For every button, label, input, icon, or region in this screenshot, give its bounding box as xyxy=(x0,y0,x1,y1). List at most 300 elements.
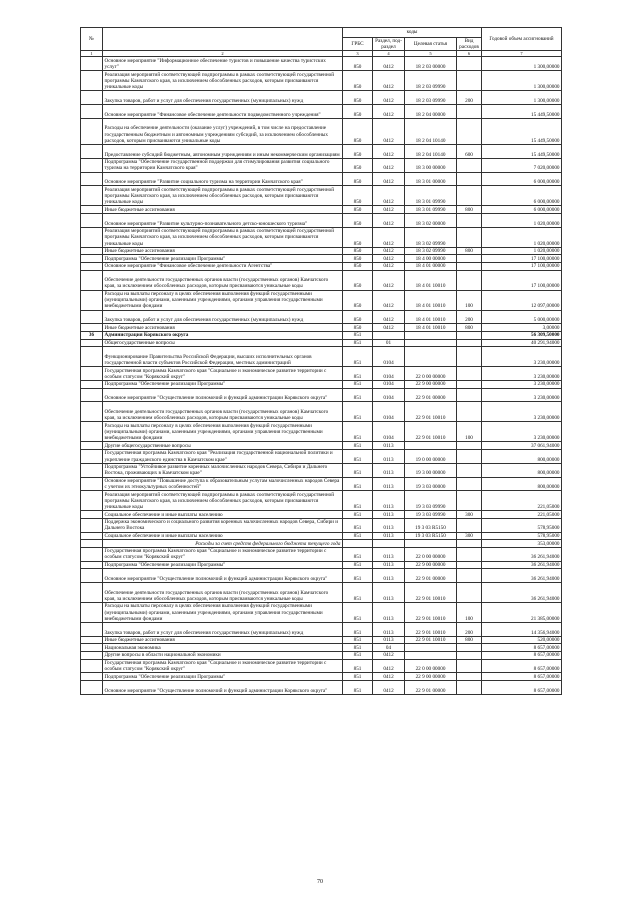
row-target-article: 22 9 01 10010 xyxy=(405,636,457,644)
table-row xyxy=(81,540,562,548)
row-target-article: 22 9 01 00000 xyxy=(405,681,457,695)
row-sum: 8 657,00000 xyxy=(482,659,562,673)
row-expense-type: 200 xyxy=(457,91,482,105)
row-name: Другие вопросы в области национальной экономики xyxy=(103,652,343,660)
row-expense-type xyxy=(457,673,482,681)
row-number xyxy=(81,227,103,247)
row-name: Обеспечение деятельности государственных органов власти (государственных органов) Камчатского края, за исключением обособленных расходов, которым присваиваются уникальные коды xyxy=(103,402,343,422)
table-row xyxy=(81,673,562,681)
row-name: Другие общегосударственные вопросы xyxy=(103,442,343,450)
row-expense-type xyxy=(457,652,482,660)
row-name: Предоставление субсидий бюджетным, автономным учреждениям и иным некоммерческим организациям xyxy=(103,144,343,158)
row-grbs: 850 xyxy=(343,144,373,158)
row-name: Иные бюджетные ассигнования xyxy=(103,636,343,644)
row-grbs xyxy=(343,540,373,548)
row-sum: 15 449,50000 xyxy=(482,118,562,144)
row-expense-type: 200 xyxy=(457,623,482,637)
row-sum: 8 657,00000 xyxy=(482,652,562,660)
table-row xyxy=(81,227,562,247)
row-name: Расходы на выплаты персоналу в целях обеспечения выполнения функций государственными (муниципальными) органами, казенными учреждениями, органами управления государственными внебюджетными фондами xyxy=(103,290,343,310)
row-razdel: 0412 xyxy=(373,673,405,681)
row-sum: 3,00000 xyxy=(482,324,562,332)
row-name: Иные бюджетные ассигнования xyxy=(103,206,343,214)
row-sum: 6 000,00000 xyxy=(482,186,562,206)
row-razdel: 0412 xyxy=(373,71,405,91)
row-target-article: 18 4 01 10010 xyxy=(405,290,457,310)
row-name: Подпрограмма "Обеспечение реализации Программы" xyxy=(103,255,343,263)
column-index: 4 xyxy=(373,51,405,57)
row-razdel: 0412 xyxy=(373,57,405,71)
row-expense-type xyxy=(457,518,482,532)
row-number xyxy=(81,206,103,214)
row-expense-type xyxy=(457,449,482,463)
table-row xyxy=(81,206,562,214)
row-number xyxy=(81,367,103,381)
row-expense-type xyxy=(457,547,482,561)
row-expense-type xyxy=(457,71,482,91)
row-target-article xyxy=(405,442,457,450)
row-expense-type xyxy=(457,331,482,339)
table-row xyxy=(81,442,562,450)
row-expense-type xyxy=(457,213,482,227)
row-grbs: 850 xyxy=(343,262,373,270)
row-grbs: 851 xyxy=(343,477,373,491)
row-name: Общегосударственные вопросы xyxy=(103,339,343,347)
column-index: 7 xyxy=(482,51,562,57)
row-number xyxy=(81,652,103,660)
row-number xyxy=(81,118,103,144)
row-name: Основное мероприятие "Осуществление полномочий и функций администрации Корякского округа" xyxy=(103,569,343,583)
row-grbs: 850 xyxy=(343,206,373,214)
table-row xyxy=(81,569,562,583)
row-target-article: 18 3 01 09990 xyxy=(405,186,457,206)
row-number xyxy=(81,380,103,388)
row-number xyxy=(81,477,103,491)
row-grbs: 851 xyxy=(343,367,373,381)
row-target-article: 22 9 01 10010 xyxy=(405,623,457,637)
table-row xyxy=(81,186,562,206)
row-target-article: 18 4 00 00000 xyxy=(405,255,457,263)
table-row xyxy=(81,603,562,623)
table-row xyxy=(81,652,562,660)
row-expense-type xyxy=(457,491,482,511)
row-sum: 40 291,94000 xyxy=(482,339,562,347)
row-expense-type xyxy=(457,105,482,119)
row-expense-type xyxy=(457,270,482,290)
row-expense-type xyxy=(457,227,482,247)
row-sum: 21 385,00000 xyxy=(482,603,562,623)
header-vr: Вид расходов xyxy=(457,38,482,51)
header-razdel: Раздел, под-раздел xyxy=(373,38,405,51)
row-expense-type xyxy=(457,367,482,381)
row-target-article: 22 9 01 00000 xyxy=(405,388,457,402)
row-target-article: 18 3 01 00000 xyxy=(405,172,457,186)
row-grbs: 851 xyxy=(343,623,373,637)
table-row xyxy=(81,144,562,158)
row-target-article: 22 0 00 00000 xyxy=(405,659,457,673)
row-grbs: 851 xyxy=(343,603,373,623)
row-grbs: 851 xyxy=(343,532,373,540)
row-number xyxy=(81,347,103,367)
row-grbs: 851 xyxy=(343,380,373,388)
row-razdel: 0412 xyxy=(373,247,405,255)
header-grbs: ГРБС xyxy=(343,38,373,51)
row-target-article: 18 2 04 00000 xyxy=(405,105,457,119)
row-target-article: 22 0 00 00000 xyxy=(405,367,457,381)
row-sum: 36 261,94000 xyxy=(482,561,562,569)
table-row xyxy=(81,463,562,477)
row-razdel: 04 xyxy=(373,644,405,652)
row-target-article: 18 3 00 00000 xyxy=(405,158,457,172)
row-target-article xyxy=(405,644,457,652)
row-sum: 5 000,00000 xyxy=(482,310,562,324)
row-number xyxy=(81,262,103,270)
row-target-article: 18 3 02 09990 xyxy=(405,247,457,255)
row-razdel: 0412 xyxy=(373,270,405,290)
row-razdel: 0412 xyxy=(373,213,405,227)
table-row xyxy=(81,118,562,144)
row-number xyxy=(81,681,103,695)
row-expense-type: 600 xyxy=(457,144,482,158)
row-expense-type: 200 xyxy=(457,310,482,324)
row-number xyxy=(81,71,103,91)
row-number xyxy=(81,569,103,583)
table-row xyxy=(81,659,562,673)
table-row xyxy=(81,310,562,324)
row-name: Основное мероприятие "Информационное обеспечение туристов и повышение качества туристских услуг" xyxy=(103,57,343,71)
row-grbs: 850 xyxy=(343,105,373,119)
row-number xyxy=(81,561,103,569)
table-row xyxy=(81,449,562,463)
table-row xyxy=(81,636,562,644)
row-razdel: 0113 xyxy=(373,463,405,477)
row-grbs: 851 xyxy=(343,402,373,422)
row-razdel: 0113 xyxy=(373,623,405,637)
row-name: Основное мероприятие "Развитие социального туризма на территории Камчатского края" xyxy=(103,172,343,186)
row-sum: 8 657,00000 xyxy=(482,673,562,681)
row-razdel: 0412 xyxy=(373,262,405,270)
header-codes: коды xyxy=(343,28,482,38)
row-grbs: 851 xyxy=(343,644,373,652)
row-number xyxy=(81,491,103,511)
table-row xyxy=(81,57,562,71)
row-razdel: 0412 xyxy=(373,227,405,247)
row-target-article: 18 2 04 10140 xyxy=(405,144,457,158)
row-target-article: 22 9 00 00000 xyxy=(405,380,457,388)
row-expense-type xyxy=(457,158,482,172)
row-target-article: 19 3 03 09990 xyxy=(405,511,457,519)
row-number xyxy=(81,540,103,548)
row-razdel: 0113 xyxy=(373,636,405,644)
row-sum: 1 300,00000 xyxy=(482,57,562,71)
header-no: № xyxy=(81,28,103,51)
row-name: Поддержка экономического и социального развития коренных малочисленных народов Севера, Сибири и Дальнего Востока xyxy=(103,518,343,532)
row-name: Национальная экономика xyxy=(103,644,343,652)
row-grbs: 851 xyxy=(343,347,373,367)
row-razdel: 0412 xyxy=(373,324,405,332)
row-target-article: 18 4 01 00000 xyxy=(405,262,457,270)
table-row xyxy=(81,270,562,290)
row-name: Государственная программа Камчатского края "Социальное и экономическое развитие территории с особым статусом "Корякский округ" xyxy=(103,367,343,381)
row-expense-type xyxy=(457,477,482,491)
row-grbs: 851 xyxy=(343,442,373,450)
row-expense-type xyxy=(457,339,482,347)
row-expense-type xyxy=(457,659,482,673)
row-grbs: 851 xyxy=(343,331,373,339)
row-grbs: 851 xyxy=(343,583,373,603)
row-target-article: 22 9 01 10010 xyxy=(405,583,457,603)
row-number: 36 xyxy=(81,331,103,339)
row-name: Иные бюджетные ассигнования xyxy=(103,247,343,255)
table-row xyxy=(81,255,562,263)
row-target-article: 18 3 02 00000 xyxy=(405,213,457,227)
row-number xyxy=(81,442,103,450)
row-target-article: 22 9 00 00000 xyxy=(405,561,457,569)
row-number xyxy=(81,673,103,681)
row-target-article: 18 2 03 00000 xyxy=(405,57,457,71)
row-grbs: 851 xyxy=(343,511,373,519)
row-sum: 3 230,00000 xyxy=(482,388,562,402)
row-name: Функционирование Правительства Российской Федерации, высших исполнительных органов государственной власти субъектов Российской Федерации, местных администраций xyxy=(103,347,343,367)
row-grbs: 851 xyxy=(343,422,373,442)
row-target-article: 19 3 00 00000 xyxy=(405,463,457,477)
row-number xyxy=(81,105,103,119)
row-razdel: 0412 xyxy=(373,290,405,310)
row-number xyxy=(81,402,103,422)
row-target-article: 19 3 03 R5150 xyxy=(405,532,457,540)
row-name: Реализация мероприятий соответствующей подпрограммы в рамках соответствующей государственной программы Камчатского края, за исключением обособленных расходов, которым присваиваются уникальные коды xyxy=(103,227,343,247)
row-target-article: 22 9 00 00000 xyxy=(405,673,457,681)
row-sum: 17 100,00000 xyxy=(482,262,562,270)
row-expense-type xyxy=(457,442,482,450)
row-expense-type xyxy=(457,255,482,263)
row-target-article xyxy=(405,339,457,347)
row-grbs: 851 xyxy=(343,659,373,673)
row-expense-type: 800 xyxy=(457,636,482,644)
row-name: Основное мероприятие "Осуществление полномочий и функций администрации Корякского округа" xyxy=(103,388,343,402)
page-number: 70 xyxy=(317,879,323,885)
row-name: Социальное обеспечение и иные выплаты населению xyxy=(103,511,343,519)
row-name: Подпрограмма "Обеспечение реализации Программы" xyxy=(103,673,343,681)
row-grbs: 851 xyxy=(343,518,373,532)
row-name: Расходы на выплаты персоналу в целях обеспечения выполнения функций государственными (муниципальными) органами, казенными учреждениями, органами управления государственными внебюджетными фондами xyxy=(103,603,343,623)
row-sum: 6 000,00000 xyxy=(482,206,562,214)
row-grbs: 851 xyxy=(343,673,373,681)
header-name xyxy=(103,28,343,51)
row-grbs: 850 xyxy=(343,172,373,186)
row-expense-type xyxy=(457,540,482,548)
row-target-article: 19 3 03 R5150 xyxy=(405,518,457,532)
row-sum: 1 020,00000 xyxy=(482,227,562,247)
row-razdel: 0104 xyxy=(373,367,405,381)
row-target-article: 18 2 03 09990 xyxy=(405,91,457,105)
row-expense-type: 300 xyxy=(457,511,482,519)
row-grbs: 850 xyxy=(343,71,373,91)
row-razdel: 0412 xyxy=(373,144,405,158)
row-grbs: 850 xyxy=(343,213,373,227)
row-number xyxy=(81,290,103,310)
table-row xyxy=(81,491,562,511)
row-name: Подпрограмма "Устойчивое развитие коренных малочисленных народов Севера, Сибири и Дальнего Востока, проживающих в Камчатском крае" xyxy=(103,463,343,477)
table-row xyxy=(81,547,562,561)
table-row xyxy=(81,324,562,332)
row-razdel: 0104 xyxy=(373,388,405,402)
table-row xyxy=(81,583,562,603)
row-name: Государственная программа Камчатского края "Социальное и экономическое развитие территории с особым статусом "Корякский округ" xyxy=(103,547,343,561)
row-sum: 800,00000 xyxy=(482,477,562,491)
table-row xyxy=(81,290,562,310)
table-row xyxy=(81,247,562,255)
row-sum: 15 449,50000 xyxy=(482,105,562,119)
table-body xyxy=(81,57,562,694)
row-expense-type: 800 xyxy=(457,247,482,255)
header-cs: Целевая статья xyxy=(405,38,457,51)
row-expense-type: 800 xyxy=(457,206,482,214)
row-grbs: 851 xyxy=(343,636,373,644)
row-number xyxy=(81,636,103,644)
row-sum: 12 097,00000 xyxy=(482,290,562,310)
row-expense-type xyxy=(457,402,482,422)
row-name: Основное мероприятие "Финансовое обеспечение деятельности подведомственного учреждения" xyxy=(103,105,343,119)
column-index: 2 xyxy=(103,51,343,57)
row-sum: 1 020,00000 xyxy=(482,247,562,255)
row-razdel: 0412 xyxy=(373,255,405,263)
row-razdel: 0113 xyxy=(373,603,405,623)
row-razdel: 0412 xyxy=(373,186,405,206)
row-number xyxy=(81,463,103,477)
row-expense-type xyxy=(457,380,482,388)
row-grbs: 850 xyxy=(343,247,373,255)
row-expense-type: 100 xyxy=(457,422,482,442)
row-number xyxy=(81,644,103,652)
table-row xyxy=(81,518,562,532)
row-expense-type xyxy=(457,186,482,206)
row-grbs: 850 xyxy=(343,324,373,332)
row-name: Государственная программа Камчатского края "Социальное и экономическое развитие территории с особым статусом "Корякский округ" xyxy=(103,659,343,673)
document-page xyxy=(80,27,561,695)
row-expense-type xyxy=(457,644,482,652)
row-number xyxy=(81,270,103,290)
row-grbs: 850 xyxy=(343,118,373,144)
row-name: Реализация мероприятий соответствующей подпрограммы в рамках соответствующей государственной программы Камчатского края, за исключением обособленных расходов, которым присваиваются уникальные коды xyxy=(103,186,343,206)
row-sum: 221,05000 xyxy=(482,511,562,519)
table-row xyxy=(81,388,562,402)
row-grbs: 850 xyxy=(343,57,373,71)
header-sum: Годовой объем ассигнований xyxy=(482,28,562,51)
column-index: 5 xyxy=(405,51,457,57)
table-row xyxy=(81,402,562,422)
row-number xyxy=(81,518,103,532)
row-razdel: 0113 xyxy=(373,532,405,540)
row-number xyxy=(81,172,103,186)
row-razdel: 0104 xyxy=(373,402,405,422)
table-row xyxy=(81,347,562,367)
table-row xyxy=(81,561,562,569)
row-sum: 8 657,00000 xyxy=(482,681,562,695)
table-row xyxy=(81,623,562,637)
row-razdel: 0113 xyxy=(373,561,405,569)
row-sum: 1 300,00000 xyxy=(482,91,562,105)
row-razdel: 0113 xyxy=(373,547,405,561)
row-number xyxy=(81,324,103,332)
row-razdel: 0104 xyxy=(373,347,405,367)
row-sum: 520,00000 xyxy=(482,636,562,644)
row-number xyxy=(81,144,103,158)
row-number xyxy=(81,186,103,206)
column-index: 1 xyxy=(81,51,103,57)
table-row xyxy=(81,681,562,695)
row-grbs: 851 xyxy=(343,491,373,511)
table-row xyxy=(81,331,562,339)
row-number xyxy=(81,57,103,71)
row-sum: 15 449,50000 xyxy=(482,144,562,158)
row-razdel: 0113 xyxy=(373,449,405,463)
row-sum: 8 657,00000 xyxy=(482,644,562,652)
row-expense-type xyxy=(457,463,482,477)
row-grbs: 851 xyxy=(343,463,373,477)
row-razdel xyxy=(373,331,405,339)
row-sum: 14 356,94000 xyxy=(482,623,562,637)
row-grbs: 850 xyxy=(343,227,373,247)
row-expense-type xyxy=(457,583,482,603)
row-expense-type xyxy=(457,118,482,144)
row-expense-type xyxy=(457,561,482,569)
row-razdel: 0104 xyxy=(373,422,405,442)
row-target-article: 19 3 03 00000 xyxy=(405,477,457,491)
row-razdel: 01 xyxy=(373,339,405,347)
row-name: Расходы за счет средств федерального бюджета текущего года xyxy=(103,540,343,548)
row-target-article: 19 0 00 00000 xyxy=(405,449,457,463)
row-name: Подпрограмма "Обеспечение государственной поддержки для стимулирования развития социального туризма на территории Камчатского края" xyxy=(103,158,343,172)
row-target-article: 22 9 01 10010 xyxy=(405,402,457,422)
row-sum: 17 100,00000 xyxy=(482,255,562,263)
row-sum: 3 230,00000 xyxy=(482,402,562,422)
row-sum: 800,00000 xyxy=(482,449,562,463)
row-number xyxy=(81,91,103,105)
row-grbs: 851 xyxy=(343,547,373,561)
table-row xyxy=(81,213,562,227)
row-number xyxy=(81,449,103,463)
row-razdel: 0113 xyxy=(373,511,405,519)
row-sum: 17 100,00000 xyxy=(482,270,562,290)
row-grbs: 851 xyxy=(343,561,373,569)
table-row xyxy=(81,262,562,270)
row-number xyxy=(81,547,103,561)
row-number xyxy=(81,603,103,623)
row-razdel: 0104 xyxy=(373,380,405,388)
table-row xyxy=(81,532,562,540)
row-number xyxy=(81,255,103,263)
row-sum: 578,95000 xyxy=(482,532,562,540)
row-number xyxy=(81,532,103,540)
row-expense-type: 100 xyxy=(457,603,482,623)
row-grbs: 850 xyxy=(343,270,373,290)
row-grbs: 850 xyxy=(343,91,373,105)
row-target-article: 18 4 01 10010 xyxy=(405,324,457,332)
row-grbs: 851 xyxy=(343,388,373,402)
table-row xyxy=(81,158,562,172)
budget-table xyxy=(80,27,562,695)
row-sum: 7 020,00000 xyxy=(482,158,562,172)
row-razdel: 0412 xyxy=(373,206,405,214)
table-row xyxy=(81,644,562,652)
table-row xyxy=(81,422,562,442)
row-grbs: 850 xyxy=(343,310,373,324)
row-razdel: 0412 xyxy=(373,652,405,660)
row-razdel: 0412 xyxy=(373,91,405,105)
row-expense-type xyxy=(457,347,482,367)
row-number xyxy=(81,511,103,519)
